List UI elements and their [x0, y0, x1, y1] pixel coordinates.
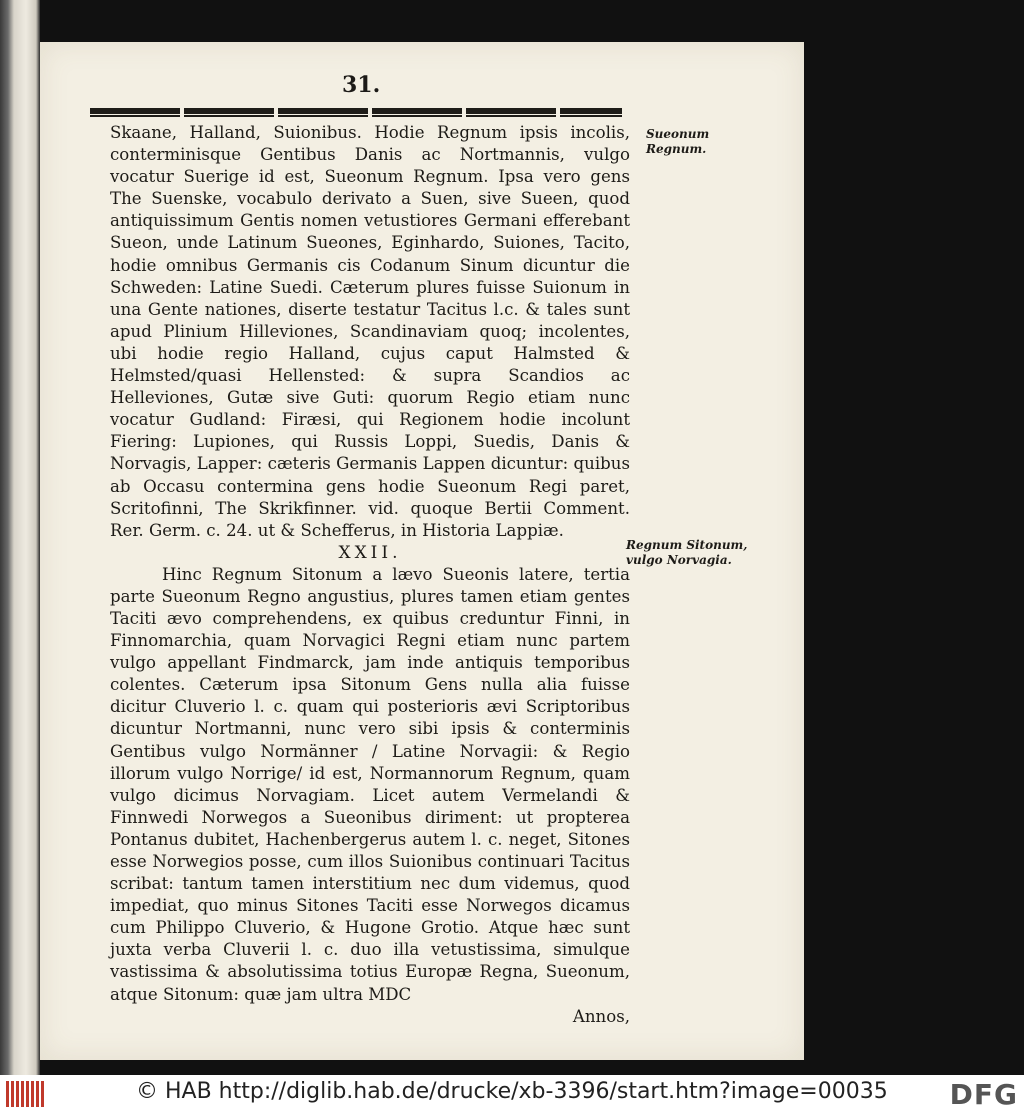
dfg-logo: DFG — [949, 1078, 1018, 1111]
margin-note-sitonum: Regnum Sitonum, vulgo Norvagia. — [626, 538, 748, 567]
header-rule-thin — [90, 115, 622, 117]
paragraph-1: Skaane, Halland, Suionibus. Hodie Regnum ipsis incolis, conterminisque Gentibus Danis ac Nortmannis, vulgo vocatur Suerige id est, Sueonum Regnum. Ipsa vero gens The Suenske, vocabulo derivato a Suen, sive Sueen, quod antiquissimum Gentis nomen vetustiores Germani efferebant Sueon, unde Latinum Sueones, Eginhardo, Suiones, Tacito, hodie omnibus Germanis cis Codanum Sinum dicuntur die Schweden: Latine Suedi. Cæterum plures fuisse Suionum in una Gente nationes, diserte testatur Tacitus l.c. & tales sunt apud Plinium Hilleviones, Scandinaviam quoq; incolentes, ubi hodie regio Halland, cujus caput Halmsted & Helmsted/quasi Hellensted: & supra Scandios ac Helleviones, Gutæ sive Guti: quorum Regio etiam nunc vocatur Gudland: Firæsi, qui Regionem hodie incolunt Fiering: Lupiones, qui Russis Loppi, Suedis, Danis & Norvagis, Lapper: cæteris Germanis Lappen dicuntur: quibus ab Occasu contermina gens hodie Sueonum Regi paret, Scritofinni, The Skrikfinner. vid. quoque Bertii Comment. Rer. Germ. c. 24. ut & Schefferus, in Historia Lappiæ. — [110, 123, 630, 540]
catchword: Annos, — [572, 1006, 630, 1026]
book-page — [40, 42, 804, 1060]
section-heading: XXII. — [338, 542, 402, 563]
barcode-icon — [6, 1081, 46, 1107]
page-number: 31. — [342, 72, 381, 98]
adjacent-page-edge — [0, 0, 40, 1075]
margin-note-sueonum: Sueonum Regnum. — [646, 127, 710, 156]
body-text — [110, 122, 630, 1028]
footer-bar — [0, 1075, 1024, 1113]
credit-line[interactable]: © HAB http://diglib.hab.de/drucke/xb-3396/start.htm?image=00035 — [136, 1079, 888, 1104]
paragraph-2: Hinc Regnum Sitonum a lævo Sueonis latere, tertia parte Sueonum Regno angustius, plures tamen etiam gentes Taciti ævo comprehendens, ex quibus creduntur Finni, in Finnomarchia, quam Norvagici Regni etiam nunc partem vulgo appellant Findmarck, jam inde antiquis temporibus colentes. Cæterum ipsa Sitonum Gens nulla alia fuisse dicitur Cluverio l. c. quam qui posterioris ævi Scriptoribus dicuntur Nortmanni, nunc vero sibi ipsis & conterminis Gentibus vulgo Normänner / Latine Norvagii: & Regio illorum vulgo Norrige/ id est, Normannorum Regnum, quam vulgo dicimus Norvagiam. Licet autem Vermelandi & Finnwedi Norwegos a Sueonibus diriment: ut propterea Pontanus dubitet, Hachenbergerus autem l. c. neget, Sitones esse Norwegios posse, cum illos Suionibus continuari Tacitus scribat: tantum tamen interstitium nec dum videmus, quod impediat, quo minus Sitones Taciti esse Norwegos dicamus cum Philippo Cluverio, & Hugone Grotio. Atque hæc sunt juxta verba Cluverii l. c. duo illa vetustissima, simulque vastissima & absolutissima totius Europæ Regna, Sueonum, atque Sitonum: quæ jam ultra MDC — [110, 564, 630, 1004]
header-rule — [90, 108, 622, 114]
